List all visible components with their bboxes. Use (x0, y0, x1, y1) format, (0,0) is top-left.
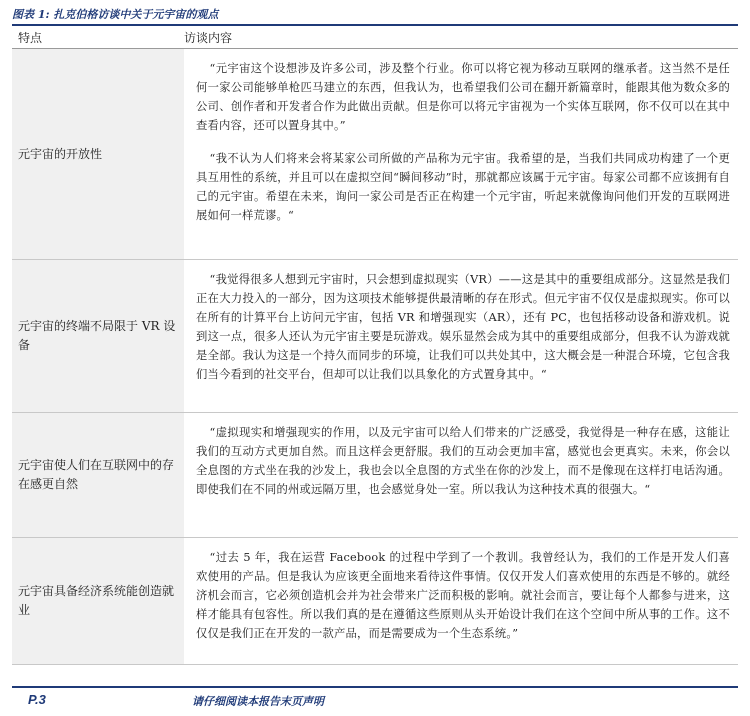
page-number: P.3 (28, 692, 46, 707)
quote-paragraph: “虚拟现实和增强现实的作用，以及元宇宙可以给人们带来的广泛感受，我觉得是一种存在感，这能让我们的互动方式更加自然。而且这样会更舒服。我们的互动会更加丰富，感觉也会更真实。未来，你会以全息图的方式坐在我的沙发上，我也会以全息图的方式坐在你的沙发上，而不是像现在这样打电话沟通。即使我们在不同的州或远隔万里，也会感觉身处一室。所以我认为这种技术真的很强大。“ (196, 426, 730, 496)
figure-caption: 图表 1: 扎克伯格访谈中关于元宇宙的观点 (12, 8, 219, 21)
table-row (12, 538, 738, 665)
quote-paragraph: “元宇宙这个设想涉及许多公司，涉及整个行业。你可以将它视为移动互联网的继承者。这当然不是任何一家公司能够单枪匹马建立的东西，但我认为，也希望我们公司在翻开新篇章时，能跟其他为数众多的公司、创作者和开发者合作为此做出贡献。但是你可以将元宇宙视为一个实体互联网，你不仅可以在其中查看内容，还可以置身其中。” (196, 62, 730, 132)
feature-cell: 元宇宙的开放性 (12, 49, 184, 259)
page-footer (12, 686, 738, 716)
quote-paragraph: “我不认为人们将来会将某家公司所做的产品称为元宇宙。我希望的是，当我们共同成功构建了一个更具互用性的系统，并且可以在虚拟空间“瞬间移动”时，那就都应该属于元宇宙。每家公司都不应该拥有自己的元宇宙。希望在未来，询问一家公司是否正在构建一个元宇宙，听起来就像询问他们开发的互联网进展如何一样荒谬。“ (196, 152, 730, 222)
table-row (12, 260, 738, 413)
table-row (12, 413, 738, 538)
disclaimer-text: 请仔细阅读本报告末页声明 (192, 695, 324, 708)
content-cell (184, 538, 738, 664)
interview-table (12, 24, 738, 665)
feature-cell: 元宇宙的终端不局限于 VR 设备 (12, 260, 184, 412)
table-header (12, 26, 738, 49)
header-feature: 特点 (18, 30, 43, 45)
quote-paragraph: “过去 5 年，我在运营 Facebook 的过程中学到了一个教训。我曾经认为，我们的工作是开发人们喜欢使用的产品。但是我认为应该更全面地来看待这件事情。仅仅开发人们喜欢使用的东西是不够的。就经济机会而言，它必须创造机会并为社会带来广泛而积极的影响。就社会而言，要让每个人都参与进来，这样才能具有包容性。所以我们真的是在遵循这些原则从头开始设计我们在这个空间中所从事的工作。这不仅仅是我们正在开发的一款产品，而是需要成为一个生态系统。” (196, 551, 730, 640)
quote-paragraph: “我觉得很多人想到元宇宙时，只会想到虚拟现实（VR）——这是其中的重要组成部分。这显然是我们正在大力投入的一部分，因为这项技术能够提供最清晰的存在形式。但元宇宙不仅仅是虚拟现实。你可以在所有的计算平台上访问元宇宙，包括 VR 和增强现实（AR），还有 PC，也包括移动设备和游戏机。说到这一点，很多人还认为元宇宙主要是玩游戏。娱乐显然会成为其中的重要组成部分，但我不认为游戏就是全部。我认为这是一个持久而同步的环境，让我们可以共处其中，这大概会是一种混合环境，它包含我们当今看到的社交平台，但却可以让我们以具象化的方式置身其中。“ (196, 273, 730, 381)
content-cell (184, 413, 738, 537)
feature-cell: 元宇宙具备经济系统能创造就业 (12, 538, 184, 664)
header-content: 访谈内容 (184, 30, 233, 45)
feature-cell: 元宇宙使人们在互联网中的存在感更自然 (12, 413, 184, 537)
content-cell (184, 49, 738, 259)
table-row (12, 49, 738, 260)
content-cell (184, 260, 738, 412)
